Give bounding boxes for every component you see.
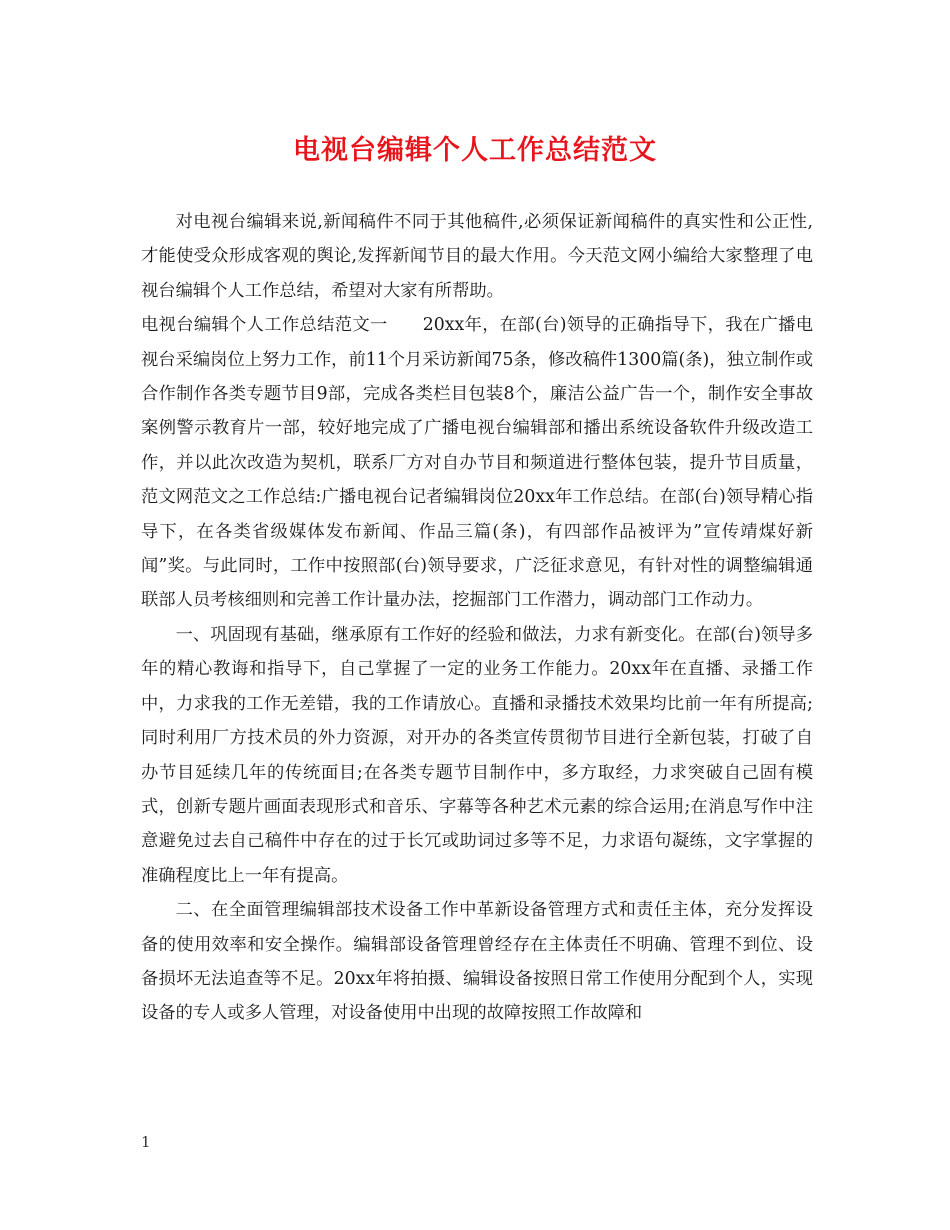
document-title: 电视台编辑个人工作总结范文	[293, 135, 657, 166]
paragraph-intro: 对电视台编辑来说,新闻稿件不同于其他稿件,必须保证新闻稿件的真实性和公正性,才能使受众形成客观的舆论,发挥新闻节目的最大作用。今天范文网小编给大家整理了电视台编辑个人工作总结，希望对大家有所帮助。	[141, 212, 813, 301]
paragraph-summary-one: 电视台编辑个人工作总结范文一 20xx年，在部(台)领导的正确指导下，我在广播电视台采编岗位上努力工作，前11个月采访新闻75条，修改稿件1300篇(条)，独立制作或合作制作各类专题节目9部，完成各类栏目包装8个，廉洁公益广告一个，制作安全事故案例警示教育片一部，较好地完成了广播电视台编辑部和播出系统设备软件升级改造工作，并以此次改造为契机，联系厂方对自办节目和频道进行整体包装，提升节目质量，范文网范文之工作总结:广播电视台记者编辑岗位20xx年工作总结。在部(台)领导精心指导下，在各类省级媒体发布新闻、作品三篇(条)，有四部作品被评为”宣传靖煤好新闻”奖。与此同时，工作中按照部(台)领导要求，广泛征求意见，有针对性的调整编辑通联部人员考核细则和完善工作计量办法，挖掘部门工作潜力，调动部门工作动力。	[141, 315, 813, 611]
page-number: 1	[141, 1133, 151, 1151]
paragraph-section-one: 一、巩固现有基础，继承原有工作好的经验和做法，力求有新变化。在部(台)领导多年的精心教诲和指导下，自己掌握了一定的业务工作能力。20xx年在直播、录播工作中，力求我的工作无差错，我的工作请放心。直播和录播技术效果均比前一年有所提高;同时利用厂方技术员的外力资源，对开办的各类宣传贯彻节目进行全新包装，打破了自办节目延续几年的传统面目;在各类专题节目制作中，多方取经，力求突破自己固有模式，创新专题片画面表现形式和音乐、字幕等各种艺术元素的综合运用;在消息写作中注意避免过去自己稿件中存在的过于长冗或助词过多等不足，力求语句凝练，文字掌握的准确程度比上一年有提高。	[141, 624, 813, 886]
paragraph-section-two: 二、在全面管理编辑部技术设备工作中革新设备管理方式和责任主体，充分发挥设备的使用效率和安全操作。编辑部设备管理曾经存在主体责任不明确、管理不到位、设备损坏无法追查等不足。20xx年将拍摄、编辑设备按照日常工作使用分配到个人，实现设备的专人或多人管理，对设备使用中出现的故障按照工作故障和	[141, 900, 813, 1024]
document-body	[141, 205, 813, 1031]
